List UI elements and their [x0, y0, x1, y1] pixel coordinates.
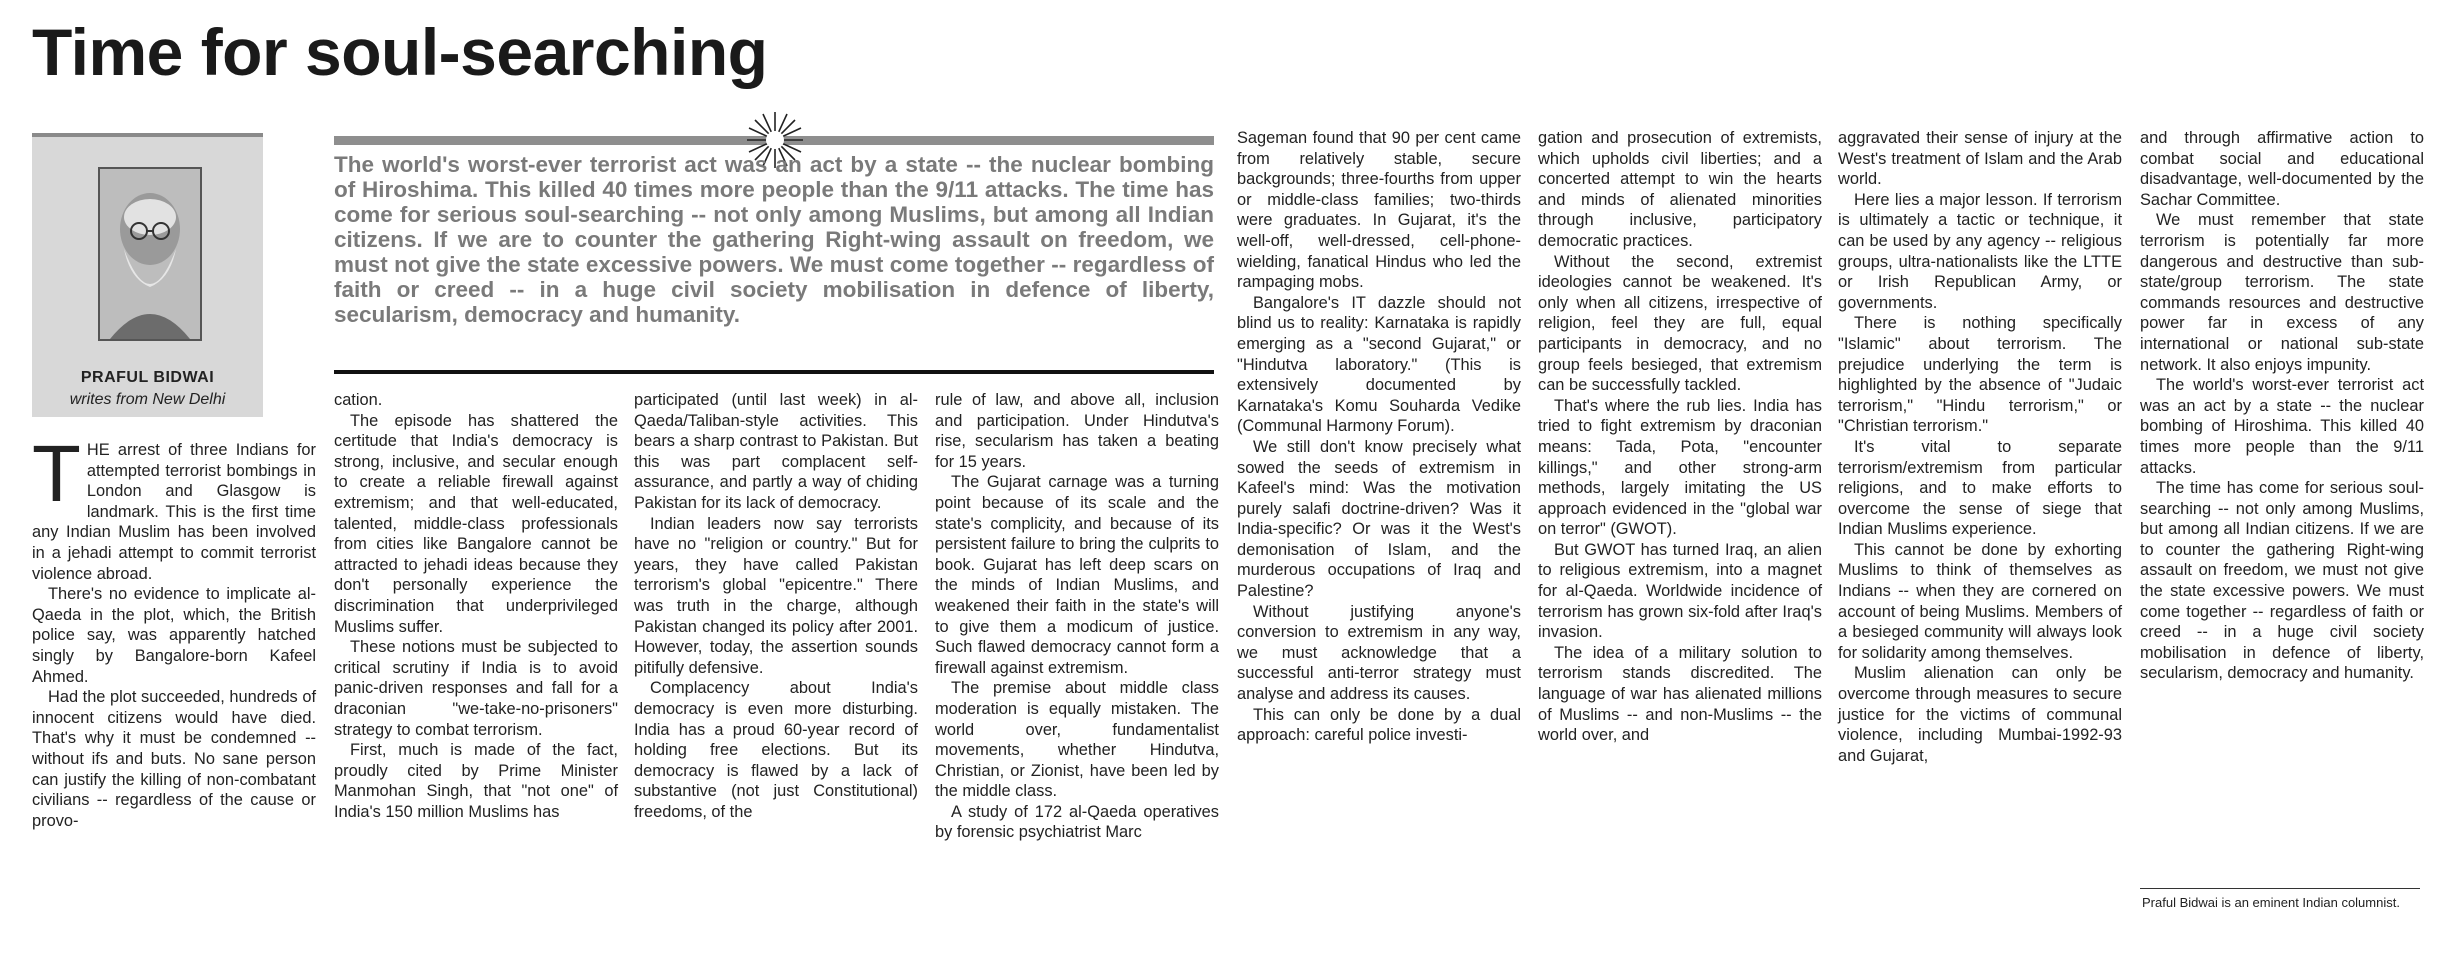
paragraph: This can only be done by a dual approach: careful police investi-: [1237, 705, 1521, 745]
article-column-6: [1538, 128, 1822, 746]
paragraph: The world's worst-ever terrorist act was an act by a state -- the nuclear bombing of Hiroshima. This killed 40 times more people than the 9/11 attacks.: [2140, 376, 2424, 477]
paragraph: Without justifying anyone's conversion to extremism in any way, we must acknowledge that a successful anti-terror strategy must analyse and address its causes.: [1237, 602, 1521, 704]
paragraph: We still don't know precisely what sowed the seeds of extremism in Kafeel's mind: Was the motivation purely salafi doctrine-driven? Was it India-specific? Or was it the West's demonisation of Islam, and the murderous occupations of Iraq and Palestine?: [1237, 437, 1521, 601]
paragraph: But GWOT has turned Iraq, an alien to religious extremism, into a magnet for al-Qaeda. Worldwide incidence of terrorism has grown six-fold after Iraq's invasion.: [1538, 540, 1822, 642]
headline: Time for soul-searching: [32, 15, 768, 89]
author-name: PRAFUL BIDWAI: [80, 369, 215, 386]
paragraph: A study of 172 al-Qaeda operatives by forensic psychiatrist Marc: [935, 802, 1219, 842]
article-column-8: [2140, 128, 2424, 684]
author-footnote: Praful Bidwai is an eminent Indian columnist.: [2142, 895, 2400, 910]
author-photo: [98, 167, 202, 341]
paragraph: There is nothing specifically "Islamic" about terrorism. The prejudice underlying the term is highlighted by the absence of "Judaic terrorism," "Hindu terrorism," or "Christian terrorism.": [1838, 314, 2122, 436]
article-column-2: [334, 390, 618, 822]
pullquote-bottom-rule: [334, 370, 1214, 374]
paragraph: cation.: [334, 391, 383, 409]
paragraph: We must remember that state terrorism is potentially far more dangerous and destructive than sub-state/group terrorism. The state commands resources and destructive power far in excess of any international or national sub-state network. It also enjoys impunity.: [2140, 211, 2424, 374]
paragraph: The episode has shattered the certitude that India's democracy is strong, inclusive, and secular enough to create a reliable firewall against extremism; and that well-educated, talented, middle-class professionals from cities like Bangalore cannot be attracted to jehadi ideas because they don't personally experience the discrimination that underprivileged Muslims suffer.: [334, 411, 618, 636]
article-column-5: [1237, 128, 1521, 746]
paragraph: aggravated their sense of injury at the West's treatment of Islam and the Arab world.: [1838, 129, 2122, 189]
article-column-1: [32, 429, 316, 831]
footnote-rule: [2140, 888, 2420, 889]
byline-box: [32, 133, 263, 417]
author-location: writes from New Delhi: [69, 391, 226, 408]
paragraph: The idea of a military solution to terrorism stands discredited. The language of war has alienated millions of Muslims -- and non-Muslims -- the world over, and: [1538, 643, 1822, 745]
paragraph: The premise about middle class moderation is equally mistaken. The world over, fundamentalist movements, whether Hindutva, Christian, or Zionist, have been led by the middle class.: [935, 679, 1219, 801]
paragraph: rule of law, and above all, inclusion and participation. Under Hindutva's rise, secularism has taken a beating for 15 years.: [935, 391, 1219, 471]
paragraph: The Gujarat carnage was a turning point because of its scale and the state's complicity, and because of its persistent failure to bring the culprits to book. Gujarat has left deep scars on the minds of Indian Muslims, and weakened their faith in the state's will to give them a modicum of justice. Such flawed democracy cannot form a firewall against extremism.: [935, 473, 1219, 677]
paragraph: gation and prosecution of extremists, which upholds civil liberties; and a concerted attempt to win the hearts and minds of alienated minorities through inclusive, participatory democratic practices.: [1538, 129, 1822, 250]
paragraph: That's where the rub lies. India has tried to fight extremism by draconian means: Tada, Pota, "encounter killings," and other strong-arm methods, largely imitating the US approach evidenced in the "global war on terror" (GWOT).: [1538, 396, 1822, 539]
paragraph: These notions must be subjected to critical scrutiny if India is to avoid panic-driven responses and fall for a draconian "we-take-no-prisoners" strategy to combat terrorism.: [334, 638, 618, 739]
paragraph: Bangalore's IT dazzle should not blind us to reality: Karnataka is rapidly emerging as a "second Gujarat," or "Hindutva laboratory." (This is extensively documented by Karnataka's Komu Souharda Vedike (Communal Harmony Forum).: [1237, 293, 1521, 436]
paragraph: This cannot be done by exhorting Muslims to think of themselves as Indians -- when they are cornered on account of being Muslims. Members of a besieged community will always look for solidarity among themselves.: [1838, 540, 2122, 662]
paragraph: Complacency about India's democracy is even more disturbing. India has a proud 60-year record of holding free elections. But its democracy is flawed by a lack of substantive (not just Constitutional) freedoms, of the: [634, 679, 918, 821]
author-portrait-icon: [100, 169, 200, 339]
paragraph: The time has come for serious soul-searching -- not only among Muslims, but among all Indian citizens. If we are to counter the gathering Right-wing assault on freedom, we must not give the state excessive powers. We must come together -- regardless of faith or creed -- in a huge civil society mobilisation in defence of liberty, secularism, democracy and humanity.: [2140, 479, 2424, 683]
paragraph: participated (until last week) in al-Qaeda/Taliban-style activities. This bears a sharp contrast to Pakistan. But this was part complacent self-assurance, and partly a way of chiding Pakistan for its lack of democracy.: [634, 391, 918, 512]
paragraph: Had the plot succeeded, hundreds of innocent citizens would have died. That's why it must be condemned -- without ifs and buts. No sane person can justify the killing of non-combatant civilians -- regardless of the cause or provo-: [32, 688, 316, 830]
article-column-7: [1838, 128, 2122, 766]
paragraph: Muslim alienation can only be overcome through measures to secure justice for the victims of communal violence, including Mumbai-1992-93 and Gujarat,: [1838, 664, 2122, 765]
paragraph: Here lies a major lesson. If terrorism is ultimately a tactic or technique, it can be used by any agency -- religious groups, ultra-nationalists like the LTTE or Irish Republican Army, or governments.: [1838, 190, 2122, 312]
pullquote: The world's worst-ever terrorist act was an act by a state -- the nuclear bombing of Hiroshima. This killed 40 times more people than the 9/11 attacks. The time has come for serious soul-searching -- not only among Muslims, but among all Indian citizens. If we are to counter the gathering Right-wing assault on freedom, we must not give the state excessive powers. We must come together -- regardless of faith or creed -- in a huge civil society mobilisation in defence of liberty, secularism, democracy and humanity.: [334, 152, 1214, 327]
drop-cap: T: [32, 429, 81, 518]
article-column-4: [935, 390, 1219, 843]
paragraph: First, much is made of the fact, proudly cited by Prime Minister Manmohan Singh, that "not one" of India's 150 million Muslims has: [334, 741, 618, 821]
paragraph: There's no evidence to implicate al-Qaeda in the plot, which, the British police say, was apparently hatched singly by Bangalore-born Kafeel Ahmed.: [32, 585, 316, 686]
article-column-3: [634, 390, 918, 822]
paragraph-text: HE arrest of three Indians for attempted terrorist bombings in London and Glasgow is landmark. This is the first time any Indian Muslim has been involved in a jehadi attempt to commit terrorist violence abroad.: [32, 441, 316, 583]
paragraph: Indian leaders now say terrorists have no "religion or country." But for years, they have called Pakistan terrorism's global "epicentre." There was truth in the charge, although Pakistan changed its policy after 2001. However, today, the assertion sounds pitifully defensive.: [634, 514, 918, 677]
paragraph: Sageman found that 90 per cent came from relatively stable, secure backgrounds; three-fourths from upper or middle-class families; two-thirds were graduates. In Gujarat, it's the well-off, well-dressed, cell-phone-wielding, fanatical Hindus who led the rampaging mobs.: [1237, 129, 1521, 292]
paragraph: and through affirmative action to combat social and educational disadvantage, well-documented by the Sachar Committee.: [2140, 129, 2424, 209]
paragraph: It's vital to separate terrorism/extremism from particular religions, and to make efforts to overcome the sense of siege that Indian Muslims experience.: [1838, 437, 2122, 539]
paragraph: [32, 429, 316, 584]
paragraph: Without the second, extremist ideologies cannot be weakened. It's only when all citizens, irrespective of religion, feel they are full, equal participants in democracy, and no group feels besieged, that extremism can be successfully tackled.: [1538, 252, 1822, 395]
